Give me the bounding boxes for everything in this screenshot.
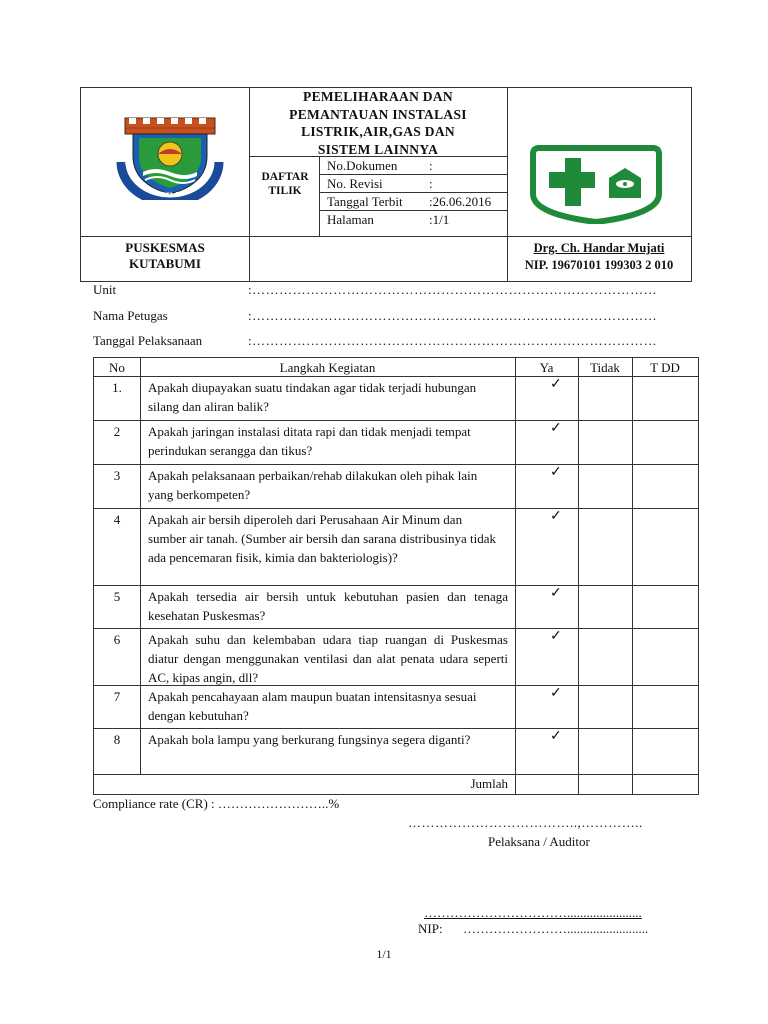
jumlah-label: Jumlah — [470, 776, 508, 791]
row-number: 8 — [113, 732, 121, 747]
puskesmas-cross-logo — [529, 144, 663, 224]
checkmark-icon: ✓ — [550, 729, 562, 744]
header-no: No — [109, 360, 125, 375]
auditor-name-line: ……………………………....................... — [424, 905, 642, 920]
title-line: LISTRIK,AIR,GAS DAN — [301, 124, 455, 139]
row-number: 6 — [113, 632, 121, 647]
header-divider — [319, 156, 320, 236]
table-divider — [94, 728, 698, 729]
doc-info-value: : — [429, 158, 433, 173]
table-divider — [94, 420, 698, 421]
tanggal-pelaksanaan-dots: :……………………………………………………………………………… — [248, 333, 658, 348]
puskesmas-line: PUSKESMAS — [125, 240, 205, 255]
row-number: 5 — [113, 589, 121, 604]
table-divider — [94, 585, 698, 586]
table-divider — [94, 464, 698, 465]
header-langkah-kegiatan: Langkah Kegiatan — [279, 360, 376, 375]
auditor-nip-dots: ……………………......................... — [463, 921, 649, 936]
question-text: Apakah diupayakan suatu tindakan agar tidak terjadi hubungan silang dan aliran balik? — [148, 380, 477, 414]
tilik-word: TILIK — [268, 185, 302, 197]
row-number: 1. — [112, 380, 122, 395]
header-ya: Ya — [539, 360, 554, 375]
title-line: PEMELIHARAAN DAN — [303, 89, 453, 104]
page-number: 1/1 — [376, 947, 392, 961]
daftar-word: DAFTAR — [261, 171, 309, 183]
doc-info-key: No.Dokumen — [327, 158, 398, 173]
nama-petugas-dots: :……………………………………………………………………………… — [248, 308, 658, 323]
compliance-rate: Compliance rate (CR) : ……………………..% — [93, 796, 340, 811]
pelaksana-auditor-label: Pelaksana / Auditor — [488, 834, 590, 849]
question-text: Apakah jaringan instalasi ditata rapi dan tidak menjadi tempat perindukan serangga dan tikus? — [148, 424, 471, 458]
row-number: 3 — [113, 468, 121, 483]
nama-petugas-label: Nama Petugas — [93, 308, 168, 323]
official-nip: NIP. 19670101 199303 2 010 — [524, 258, 674, 272]
auditor-nip-label: NIP: — [418, 921, 443, 936]
official-signatory — [507, 240, 691, 274]
question-text: Apakah suhu dan kelembaban udara tiap ruangan di Puskesmas diatur dengan menggunakan ventilasi dan alat penata udara seperti AC, kipas angin, dll? — [148, 632, 508, 685]
checkmark-icon: ✓ — [550, 686, 562, 701]
place-date-line: ………………………………..,………….. — [408, 815, 643, 830]
checkmark-icon: ✓ — [550, 586, 562, 601]
row-number: 2 — [113, 424, 121, 439]
header-tdd: T DD — [650, 360, 680, 375]
row-number: 4 — [113, 512, 121, 527]
doc-info-value: :1/1 — [429, 212, 450, 227]
tanggal-pelaksanaan-label: Tanggal Pelaksanaan — [93, 333, 203, 348]
row-number: 7 — [113, 689, 121, 704]
doc-info-value: : — [429, 176, 433, 191]
question-text: Apakah tersedia air bersih untuk kebutuhan pasien dan tenaga kesehatan Puskesmas? — [148, 589, 508, 623]
checkmark-icon: ✓ — [550, 421, 562, 436]
official-name: Drg. Ch. Handar Mujati — [533, 241, 665, 255]
puskesmas-name — [81, 240, 249, 272]
unit-label: Unit — [93, 282, 117, 297]
doc-info-key: Tanggal Terbit — [327, 194, 403, 209]
unit-dots: :……………………………………………………………………………… — [248, 282, 658, 297]
question-text: Apakah bola lampu yang berkurang fungsinya segera diganti? — [148, 732, 471, 747]
daftar-tilik-label — [251, 170, 319, 198]
checkmark-icon: ✓ — [550, 629, 562, 644]
doc-info-key: No. Revisi — [327, 176, 383, 191]
regional-emblem-logo — [115, 110, 225, 200]
document-title — [249, 88, 507, 158]
checklist-table — [93, 357, 699, 795]
header-tidak: Tidak — [590, 360, 620, 375]
table-divider — [94, 508, 698, 509]
checkmark-icon: ✓ — [550, 465, 562, 480]
title-line: PEMANTAUAN INSTALASI — [289, 106, 467, 122]
table-divider — [94, 376, 698, 377]
doc-info-value: :26.06.2016 — [429, 194, 492, 209]
question-text: Apakah pelaksanaan perbaikan/rehab dilakukan oleh pihak lain yang berkompeten? — [148, 468, 478, 502]
header-divider — [81, 236, 691, 237]
question-text: Apakah pencahayaan alam maupun buatan intensitasnya sesuai dengan kebutuhan? — [148, 689, 477, 723]
header-table — [80, 87, 692, 282]
puskesmas-line: KUTABUMI — [129, 256, 201, 271]
table-divider — [94, 628, 698, 629]
title-line: SISTEM LAINNYA — [317, 141, 439, 157]
question-text: Apakah air bersih diperoleh dari Perusahaan Air Minum dan sumber air tanah. (Sumber air bersih dan sarana distribusinya tidak ada pencemaran fisik, kimia dan bakteriologis)? — [148, 512, 497, 565]
checkmark-icon: ✓ — [550, 509, 562, 524]
checkmark-icon: ✓ — [550, 377, 562, 392]
doc-info-key: Halaman — [327, 212, 374, 227]
svg-text:SATYA KARYA KERTA RAHARJA: SATYA KARYA KERTA RAHARJA — [121, 157, 205, 200]
